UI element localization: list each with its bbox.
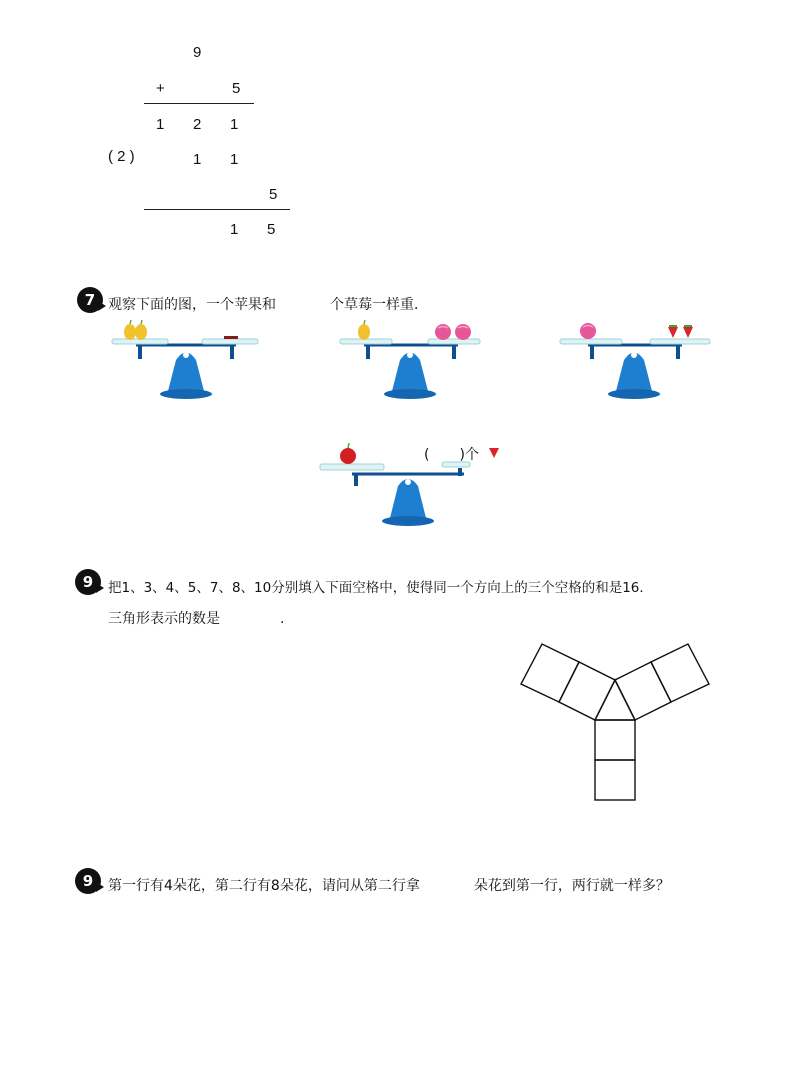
unit-label: 个 — [464, 447, 479, 463]
plus-sign: + — [156, 80, 165, 97]
calc-digit: 5 — [232, 80, 241, 97]
question-9b-text — [108, 875, 670, 895]
paren-close: ) — [459, 447, 465, 463]
question-text-part: 第一行有4朵花，第二行有8朵花，请问从第二行拿 — [108, 878, 420, 894]
grid-square — [595, 760, 635, 800]
calc-digit: 1 — [230, 116, 239, 133]
pear-icon — [124, 320, 147, 340]
calc-digit: 2 — [193, 116, 202, 133]
question-9a-line2 — [108, 608, 284, 628]
question-text-part: . — [280, 611, 285, 627]
peach-icon — [435, 324, 471, 340]
calc-digit: 9 — [193, 44, 202, 61]
y-shaped-grid-figure — [515, 640, 715, 808]
calc-digit: 5 — [267, 221, 276, 238]
sum-line — [144, 103, 254, 104]
grid-square — [559, 662, 615, 720]
calc-digit: 5 — [269, 186, 278, 203]
balance-scale-3 — [558, 315, 714, 403]
balance-scale-2 — [338, 315, 484, 403]
strawberry-icon — [224, 336, 238, 339]
question-text-part: 朵花到第一行，两行就一样多？ — [473, 878, 670, 894]
calc-digit: 1 — [230, 221, 239, 238]
question-number-badge: 9 — [75, 569, 101, 595]
grid-square — [595, 720, 635, 760]
calc-digit: 1 — [156, 116, 165, 133]
center-triangle — [595, 680, 635, 720]
question-text-part: 个草莓一样重． — [330, 297, 428, 313]
answer-count — [424, 444, 479, 464]
question-9a-line1: 把1、3、4、5、7、8、10分别填入下面空格中，使得同一个方向上的三个空格的和是16． — [108, 580, 653, 596]
peach-icon — [580, 323, 596, 339]
grid-square — [615, 662, 671, 720]
grid-square — [521, 644, 579, 702]
question-text-part: 观察下面的图，一个苹果和 — [108, 297, 276, 313]
calc-digit: 1 — [230, 151, 239, 168]
question-number-badge: 9 — [75, 868, 101, 894]
strawberry-icon — [668, 325, 693, 338]
pear-icon — [358, 320, 370, 340]
grid-square — [651, 644, 709, 702]
calc-digit: 1 — [193, 151, 202, 168]
question-number-badge: 7 — [77, 287, 103, 313]
sub-question-label: ( 2 ) — [108, 148, 135, 165]
question-7-text — [108, 294, 428, 314]
sum-line — [144, 209, 290, 210]
balance-scale-1 — [108, 315, 264, 403]
apple-icon — [340, 443, 356, 464]
paren-open: ( — [424, 447, 430, 463]
question-text-part: 三角形表示的数是 — [108, 611, 220, 627]
strawberry-icon — [489, 446, 499, 458]
